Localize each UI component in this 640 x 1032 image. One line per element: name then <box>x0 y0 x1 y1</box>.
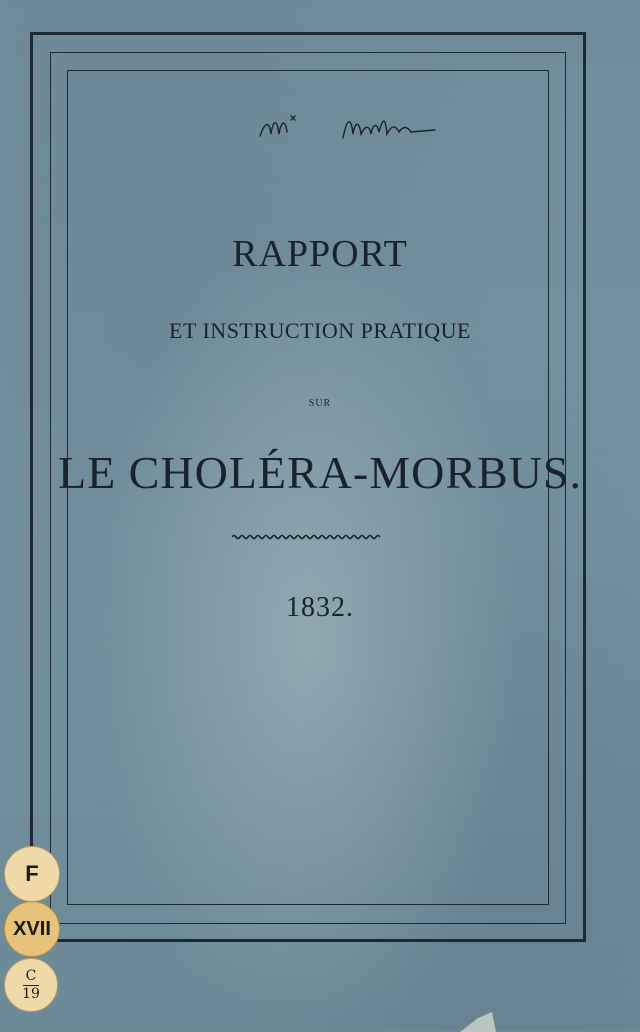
shelf-label-c19-top: C <box>25 967 37 984</box>
publication-year: 1832. <box>286 592 354 623</box>
title-sur: SUR <box>308 398 332 409</box>
title-instruction-pratique: ET INSTRUCTION PRATIQUE <box>169 318 471 343</box>
title-cholera-morbus: LE CHOLÉRA-MORBUS. <box>57 447 583 498</box>
shelf-label-xvii: XVII <box>4 901 60 957</box>
decorative-wavy-rule <box>232 534 382 540</box>
shelf-label-c19-bottom: 19 <box>22 985 40 1002</box>
shelf-label-c19 <box>4 958 58 1012</box>
torn-corner <box>456 1008 496 1032</box>
shelf-label-f: F <box>4 846 60 902</box>
title-rapport: RAPPORT <box>232 233 408 275</box>
handwritten-inscription <box>255 108 455 148</box>
